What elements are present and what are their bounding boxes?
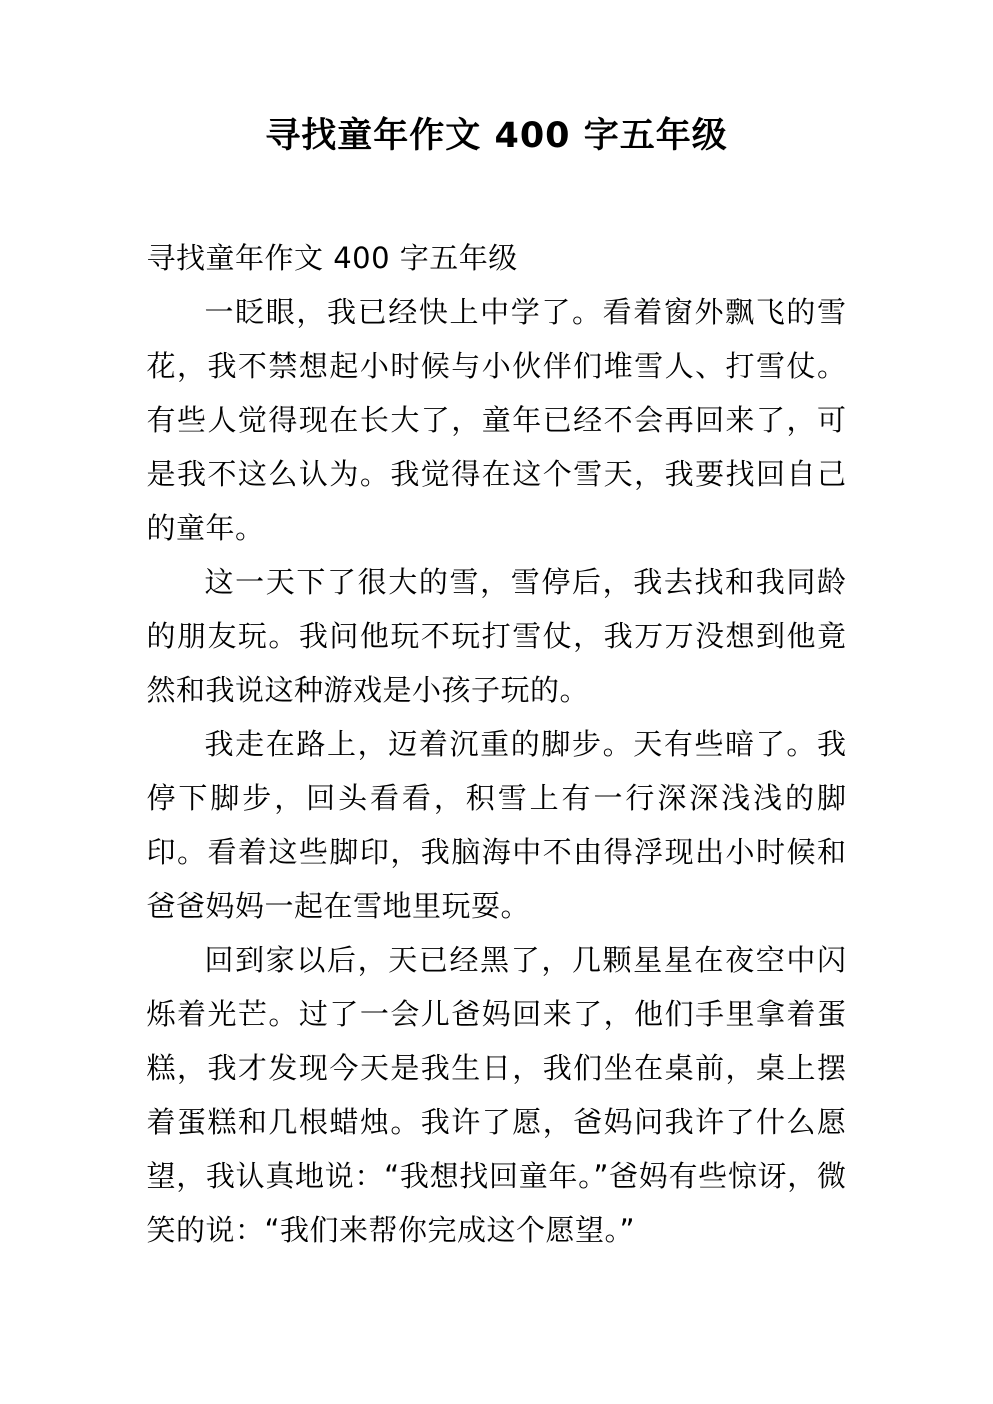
document-paragraph: 我走在路上，迈着沉重的脚步。天有些暗了。我停下脚步，回头看看，积雪上有一行深深浅浅的脚印。看着这些脚印，我脑海中不由得浮现出小时候和爸爸妈妈一起在雪地里玩耍。 xyxy=(146,727,847,923)
document-paragraph: 这一天下了很大的雪，雪停后，我去找和我同龄的朋友玩。我问他玩不玩打雪仗，我万万没想到他竟然和我说这种游戏是小孩子玩的。 xyxy=(146,565,847,707)
document-body xyxy=(147,161,847,1257)
document-paragraph: 回到家以后，天已经黑了，几颗星星在夜空中闪烁着光芒。过了一会儿爸妈回来了，他们手里拿着蛋糕，我才发现今天是我生日，我们坐在桌前，桌上摆着蛋糕和几根蜡烛。我许了愿，爸妈问我许了什么愿望，我认真地说：“我想找回童年。”爸妈有些惊讶，微笑的说：“我们来帮你完成这个愿望。” xyxy=(146,943,847,1247)
document-paragraph: 寻找童年作文 400 字五年级 xyxy=(146,241,518,275)
document-paragraph: 一眨眼，我已经快上中学了。看着窗外飘飞的雪花，我不禁想起小时候与小伙伴们堆雪人、打雪仗。有些人觉得现在长大了，童年已经不会再回来了，可是我不这么认为。我觉得在这个雪天，我要找回自己的童年。 xyxy=(146,295,847,545)
page-title: 寻找童年作文 400 字五年级 xyxy=(265,116,728,156)
